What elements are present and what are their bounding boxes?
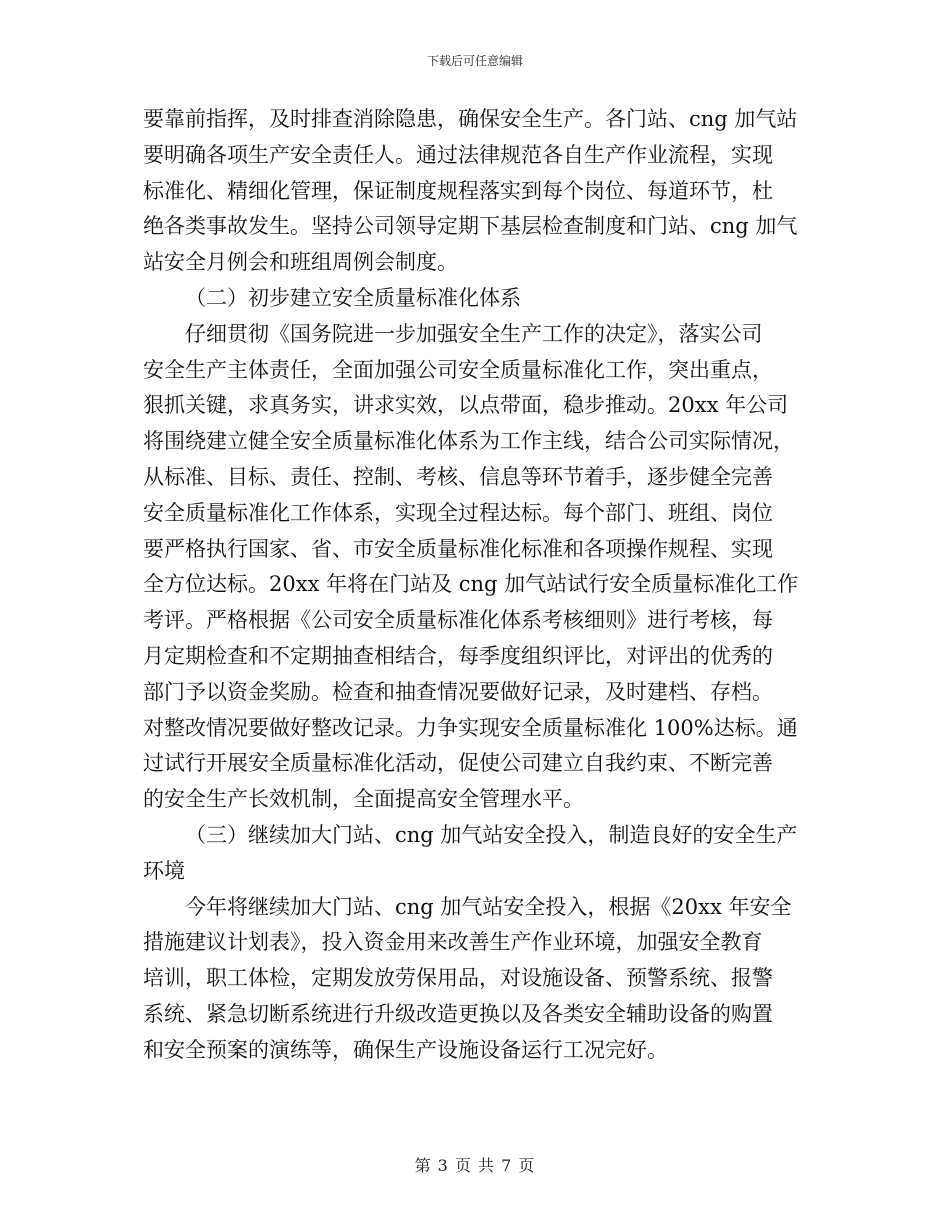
text-line: 要明确各项生产安全责任人。通过法律规范各自生产作业流程，实现 bbox=[143, 142, 773, 167]
document-body bbox=[143, 102, 815, 1069]
text-line: 绝各类事故发生。坚持公司领导定期下基层检查制度和门站、cng 加气 bbox=[143, 214, 798, 239]
text-line: 过试行开展安全质量标准化活动，促使公司建立自我约束、不断完善 bbox=[143, 751, 773, 776]
text-line: 月定期检查和不定期抽查相结合，每季度组织评比，对评出的优秀的 bbox=[143, 643, 773, 668]
heading-line: （三）继续加大门站、cng 加气站安全投入，制造良好的安全生产 bbox=[185, 822, 798, 847]
text-line: 系统、紧急切断系统进行升级改造更换以及各类安全辅助设备的购置 bbox=[143, 1001, 773, 1026]
text-line: 全方位达标。20xx 年将在门站及 cng 加气站试行安全质量标准化工作 bbox=[143, 572, 799, 597]
text-line: 要靠前指挥，及时排查消除隐患，确保安全生产。各门站、cng 加气站 bbox=[143, 107, 798, 131]
text-line: 狠抓关键，求真务实，讲求实效，以点带面，稳步推动。20xx 年公司 bbox=[143, 393, 789, 418]
heading-line: （二）初步建立安全质量标准化体系 bbox=[185, 285, 521, 310]
paragraph-3 bbox=[143, 890, 815, 1069]
text-line: 今年将继续加大门站、cng 加气站安全投入，根据《20xx 年安全 bbox=[185, 894, 792, 919]
text-line: 仔细贯彻《国务院进一步加强安全生产工作的决定》，落实公司 bbox=[185, 321, 763, 346]
paragraph-2 bbox=[143, 317, 815, 818]
section-heading-2 bbox=[143, 281, 815, 317]
text-line: 措施建议计划表》，投入资金用来改善生产作业环境，加强安全教育 bbox=[143, 930, 763, 955]
text-line: 标准化、精细化管理，保证制度规程落实到每个岗位、每道环节，杜 bbox=[143, 178, 773, 203]
text-line: 站安全月例会和班组周例会制度。 bbox=[143, 250, 458, 275]
text-line: 和安全预案的演练等，确保生产设施设备运行工况完好。 bbox=[143, 1037, 668, 1062]
paragraph-1 bbox=[143, 102, 815, 281]
text-line: 将围绕建立健全安全质量标准化体系为工作主线，结合公司实际情况， bbox=[143, 429, 794, 454]
section-heading-3 bbox=[143, 818, 815, 890]
text-line: 考评。严格根据《公司安全质量标准化体系考核细则》进行考核，每 bbox=[143, 608, 773, 633]
text-line: 的安全生产长效机制，全面提高安全管理水平。 bbox=[143, 787, 584, 812]
text-line: 安全生产主体责任，全面加强公司安全质量标准化工作，突出重点， bbox=[143, 357, 773, 382]
page-header: 下载后可任意编辑 bbox=[426, 54, 523, 68]
heading-line: 环境 bbox=[143, 858, 185, 883]
text-line: 从标准、目标、责任、控制、考核、信息等环节着手，逐步健全完善 bbox=[143, 464, 773, 489]
page-number-footer: 第 3 页 共 7 页 bbox=[414, 1156, 536, 1175]
text-line: 部门予以资金奖励。检查和抽查情况要做好记录，及时建档、存档。 bbox=[143, 679, 773, 704]
text-line: 安全质量标准化工作体系，实现全过程达标。每个部门、班组、岗位 bbox=[143, 500, 773, 525]
text-line: 对整改情况要做好整改记录。力争实现安全质量标准化 100%达标。通 bbox=[143, 715, 798, 740]
text-line: 要严格执行国家、省、市安全质量标准化标准和各项操作规程、实现 bbox=[143, 536, 773, 561]
text-line: 培训，职工体检，定期发放劳保用品，对设施设备、预警系统、报警 bbox=[143, 966, 773, 991]
